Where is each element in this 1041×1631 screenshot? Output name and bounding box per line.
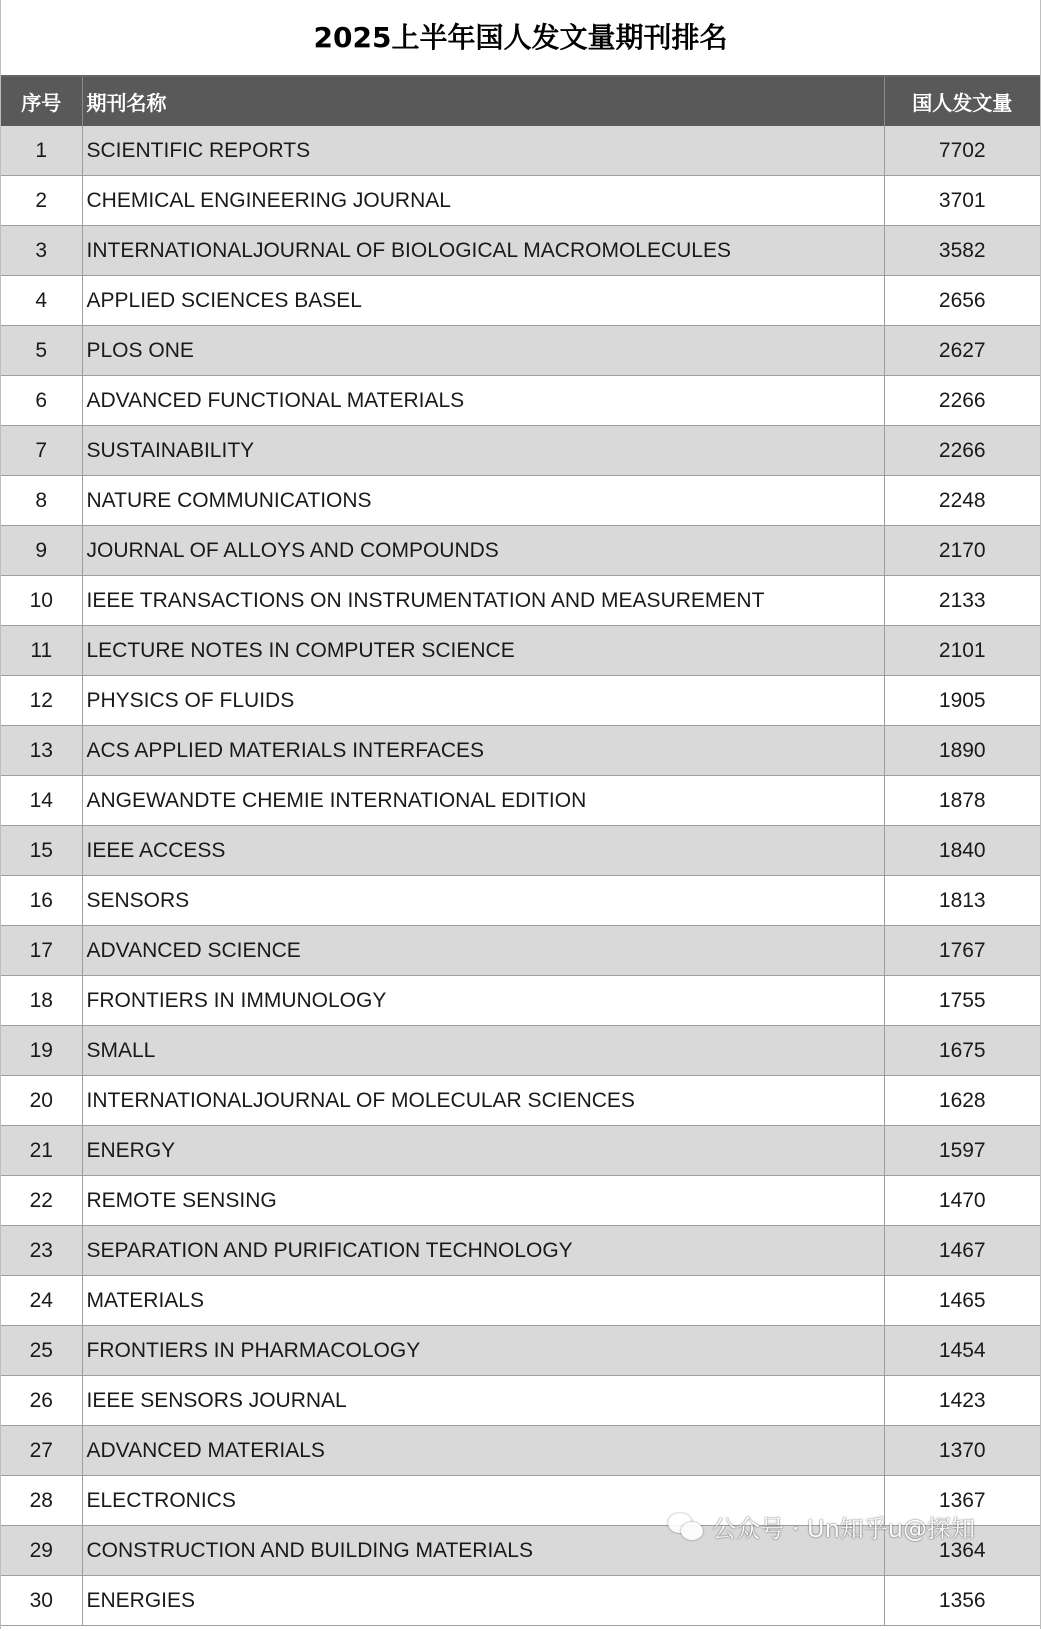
journal-name-cell: LECTURE NOTES IN COMPUTER SCIENCE	[82, 626, 884, 676]
rank-cell: 30	[1, 1576, 82, 1626]
rank-cell: 27	[1, 1426, 82, 1476]
table-row	[1, 926, 1040, 976]
journal-name-cell: FRONTIERS IN PHARMACOLOGY	[82, 1326, 884, 1376]
table-row	[1, 326, 1040, 376]
publication-count-cell: 2101	[884, 626, 1040, 676]
table-row	[1, 1126, 1040, 1176]
publication-count-cell: 2266	[884, 376, 1040, 426]
header-count: 国人发文量	[884, 77, 1040, 126]
journal-name-cell: SMALL	[82, 1026, 884, 1076]
journal-name-cell: REMOTE SENSING	[82, 1176, 884, 1226]
publication-count-cell: 1356	[884, 1576, 1040, 1626]
table-row	[1, 626, 1040, 676]
journal-name-cell: SEPARATION AND PURIFICATION TECHNOLOGY	[82, 1226, 884, 1276]
table-row	[1, 776, 1040, 826]
journal-name-cell: IEEE SENSORS JOURNAL	[82, 1376, 884, 1426]
journal-name-cell: FRONTIERS IN IMMUNOLOGY	[82, 976, 884, 1026]
rank-cell: 15	[1, 826, 82, 876]
publication-count-cell: 1878	[884, 776, 1040, 826]
publication-count-cell: 1628	[884, 1076, 1040, 1126]
publication-count-cell: 2627	[884, 326, 1040, 376]
journal-name-cell: SENSORS	[82, 876, 884, 926]
publication-count-cell: 1767	[884, 926, 1040, 976]
rank-cell: 25	[1, 1326, 82, 1376]
journal-name-cell: PLOS ONE	[82, 326, 884, 376]
rank-cell: 17	[1, 926, 82, 976]
table-row	[1, 976, 1040, 1026]
publication-count-cell: 1597	[884, 1126, 1040, 1176]
journal-name-cell: ENERGY	[82, 1126, 884, 1176]
rank-cell: 13	[1, 726, 82, 776]
journal-name-cell: INTERNATIONALJOURNAL OF MOLECULAR SCIENCES	[82, 1076, 884, 1126]
publication-count-cell: 1840	[884, 826, 1040, 876]
journal-name-cell: ADVANCED SCIENCE	[82, 926, 884, 976]
journal-name-cell: ANGEWANDTE CHEMIE INTERNATIONAL EDITION	[82, 776, 884, 826]
publication-count-cell: 1367	[884, 1476, 1040, 1526]
journal-name-cell: ADVANCED MATERIALS	[82, 1426, 884, 1476]
journal-name-cell: CONSTRUCTION AND BUILDING MATERIALS	[82, 1526, 884, 1576]
rank-cell: 9	[1, 526, 82, 576]
watermark	[668, 1509, 975, 1544]
page-title: 2025上半年国人发文量期刊排名	[1, 0, 1040, 77]
table-row	[1, 676, 1040, 726]
table-header-row	[1, 77, 1040, 126]
rank-cell: 3	[1, 226, 82, 276]
publication-count-cell: 1370	[884, 1426, 1040, 1476]
rank-cell: 14	[1, 776, 82, 826]
table-row	[1, 1026, 1040, 1076]
table-row	[1, 126, 1040, 176]
rank-cell: 26	[1, 1376, 82, 1426]
rank-cell: 6	[1, 376, 82, 426]
rank-cell: 10	[1, 576, 82, 626]
rank-cell: 28	[1, 1476, 82, 1526]
table-row	[1, 426, 1040, 476]
publication-count-cell: 1675	[884, 1026, 1040, 1076]
table-row	[1, 1376, 1040, 1426]
table-row	[1, 1176, 1040, 1226]
publication-count-cell: 1755	[884, 976, 1040, 1026]
publication-count-cell: 1465	[884, 1276, 1040, 1326]
journal-name-cell: ADVANCED FUNCTIONAL MATERIALS	[82, 376, 884, 426]
table-row	[1, 1576, 1040, 1626]
publication-count-cell: 1467	[884, 1226, 1040, 1276]
table-row	[1, 1426, 1040, 1476]
publication-count-cell: 1470	[884, 1176, 1040, 1226]
publication-count-cell: 2656	[884, 276, 1040, 326]
journal-name-cell: ACS APPLIED MATERIALS INTERFACES	[82, 726, 884, 776]
journal-ranking-table	[1, 77, 1040, 1626]
table-row	[1, 826, 1040, 876]
journal-name-cell: ENERGIES	[82, 1576, 884, 1626]
publication-count-cell: 2170	[884, 526, 1040, 576]
rank-cell: 22	[1, 1176, 82, 1226]
journal-name-cell: SUSTAINABILITY	[82, 426, 884, 476]
publication-count-cell: 1364	[884, 1526, 1040, 1576]
publication-count-cell: 1890	[884, 726, 1040, 776]
table-row	[1, 176, 1040, 226]
publication-count-cell: 1905	[884, 676, 1040, 726]
journal-name-cell: APPLIED SCIENCES BASEL	[82, 276, 884, 326]
journal-name-cell: IEEE ACCESS	[82, 826, 884, 876]
journal-name-cell: JOURNAL OF ALLOYS AND COMPOUNDS	[82, 526, 884, 576]
publication-count-cell: 2248	[884, 476, 1040, 526]
rank-cell: 18	[1, 976, 82, 1026]
rank-cell: 4	[1, 276, 82, 326]
rank-cell: 5	[1, 326, 82, 376]
rank-cell: 12	[1, 676, 82, 726]
publication-count-cell: 2133	[884, 576, 1040, 626]
rank-cell: 19	[1, 1026, 82, 1076]
rank-cell: 7	[1, 426, 82, 476]
journal-name-cell: ELECTRONICS	[82, 1476, 884, 1526]
wechat-icon	[668, 1513, 704, 1541]
table-row	[1, 726, 1040, 776]
journal-name-cell: CHEMICAL ENGINEERING JOURNAL	[82, 176, 884, 226]
rank-cell: 21	[1, 1126, 82, 1176]
journal-name-cell: PHYSICS OF FLUIDS	[82, 676, 884, 726]
publication-count-cell: 3701	[884, 176, 1040, 226]
table-row	[1, 526, 1040, 576]
table-row	[1, 576, 1040, 626]
journal-name-cell: INTERNATIONALJOURNAL OF BIOLOGICAL MACROMOLECULES	[82, 226, 884, 276]
journal-name-cell: IEEE TRANSACTIONS ON INSTRUMENTATION AND MEASUREMENT	[82, 576, 884, 626]
table-row	[1, 476, 1040, 526]
publication-count-cell: 1813	[884, 876, 1040, 926]
rank-cell: 2	[1, 176, 82, 226]
rank-cell: 20	[1, 1076, 82, 1126]
publication-count-cell: 1423	[884, 1376, 1040, 1426]
rank-cell: 11	[1, 626, 82, 676]
rank-cell: 29	[1, 1526, 82, 1576]
rank-cell: 16	[1, 876, 82, 926]
rank-cell: 1	[1, 126, 82, 176]
journal-name-cell: SCIENTIFIC REPORTS	[82, 126, 884, 176]
publication-count-cell: 1454	[884, 1326, 1040, 1376]
table-row	[1, 1226, 1040, 1276]
rank-cell: 8	[1, 476, 82, 526]
rank-cell: 24	[1, 1276, 82, 1326]
rank-cell: 23	[1, 1226, 82, 1276]
publication-count-cell: 7702	[884, 126, 1040, 176]
publication-count-cell: 3582	[884, 226, 1040, 276]
table-row	[1, 226, 1040, 276]
table-row	[1, 276, 1040, 326]
table-row	[1, 876, 1040, 926]
journal-name-cell: NATURE COMMUNICATIONS	[82, 476, 884, 526]
header-rank: 序号	[1, 77, 82, 126]
table-row	[1, 376, 1040, 426]
table-row	[1, 1076, 1040, 1126]
watermark-text: 公众号 · Un知乎u@探知	[712, 1515, 975, 1543]
journal-name-cell: MATERIALS	[82, 1276, 884, 1326]
table-row	[1, 1326, 1040, 1376]
header-journal: 期刊名称	[82, 77, 884, 126]
publication-count-cell: 2266	[884, 426, 1040, 476]
table-row	[1, 1276, 1040, 1326]
